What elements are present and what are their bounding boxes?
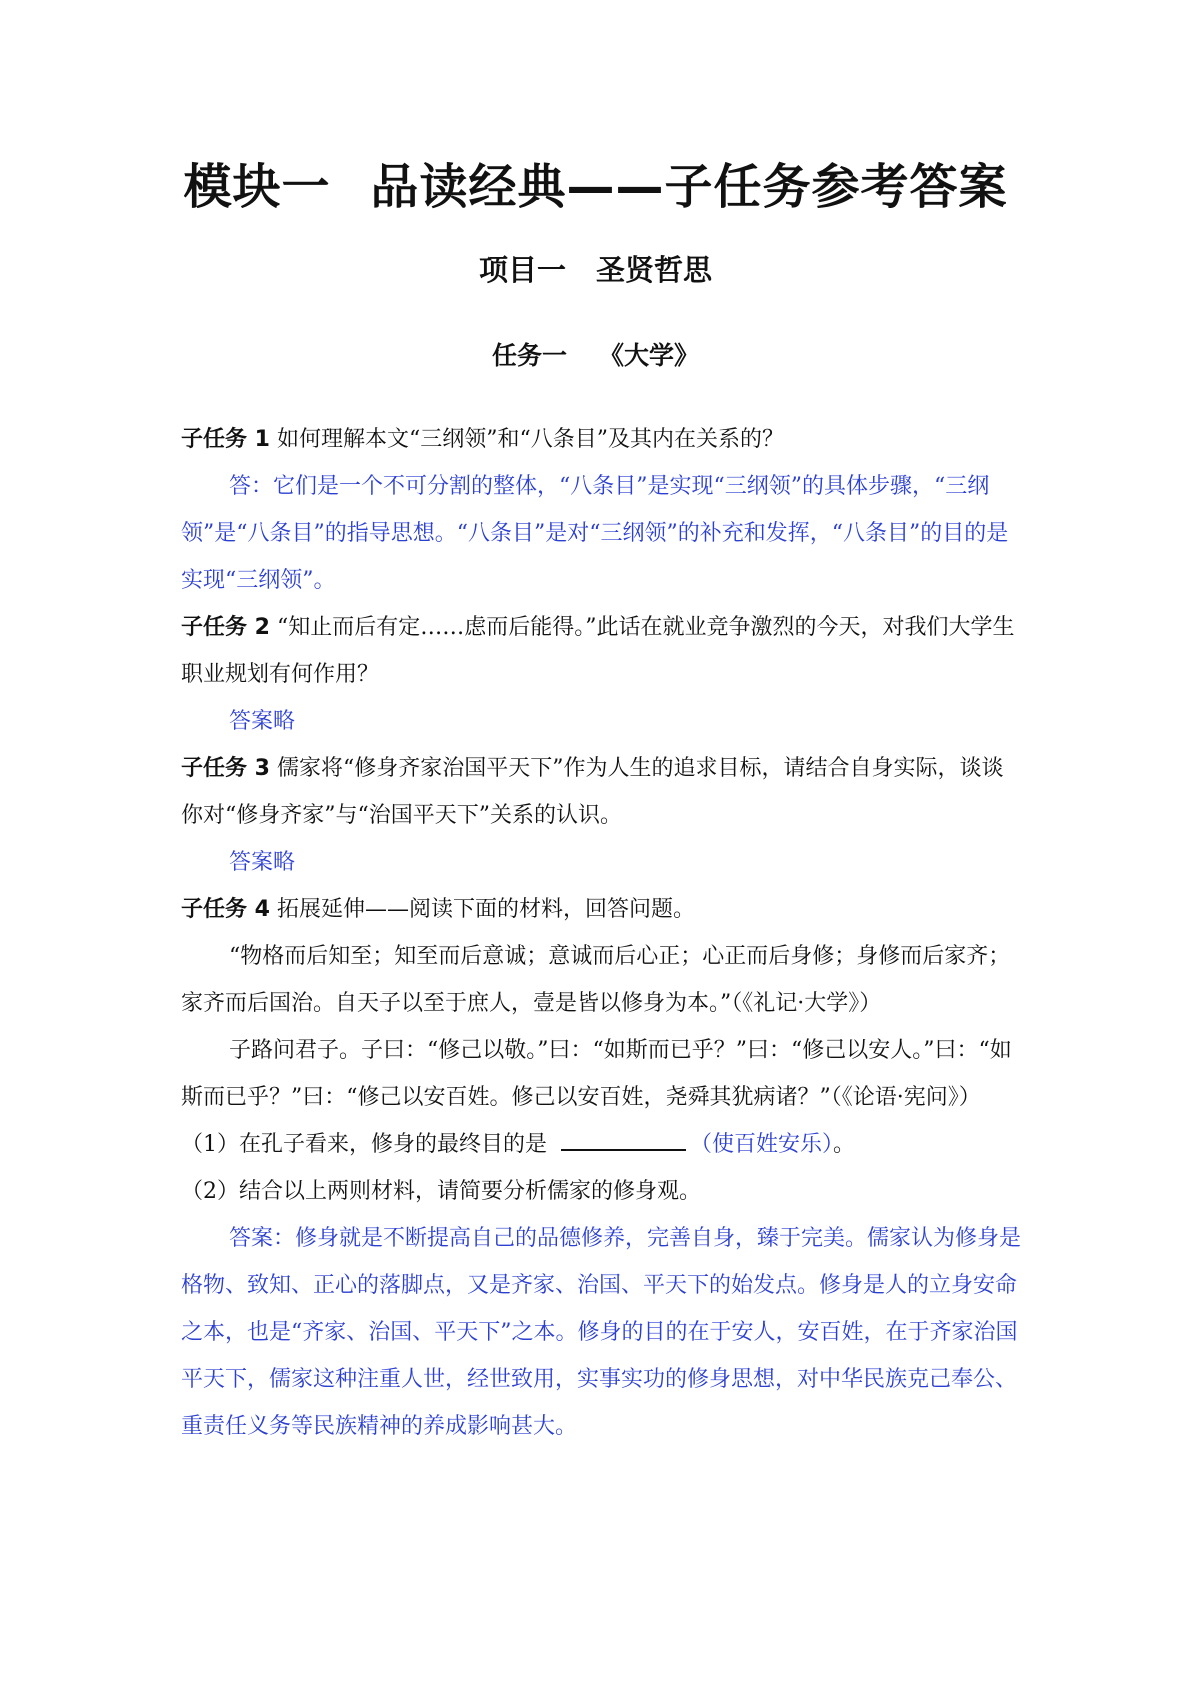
subtask-3-answer: 答案略: [229, 850, 296, 875]
subtask-4-question: [181, 886, 1023, 933]
subtask-4-answer: 答案：修身就是不断提高自己的品德修养，完善自身，臻于完美。儒家认为修身是格物、致知、正心的落脚点，又是齐家、治国、平天下的始发点。修身是人的立身安命之本，也是“齐家、治国、平天下”之本。修身的目的在于安人，安百姓，在于齐家治国平天下，儒家这种注重人世，经世致用，实事实功的修身思想，对中华民族克己奉公、重责任义务等民族精神的养成影响甚大。: [181, 1226, 1022, 1439]
subtask-4-subquestion-2: （2）结合以上两则材料，请简要分析儒家的修身观。: [181, 1179, 701, 1204]
subtask-2-answer: 答案略: [229, 709, 296, 734]
subtask-2-text: “知止而后有定……虑而后能得。”此话在就业竞争激烈的今天，对我们大学生职业规划有何作用？: [181, 615, 1015, 687]
subtask-1-text: 如何理解本文“三纲领”和“八条目”及其内在关系的？: [269, 427, 784, 452]
subtask-1-answer: 答：它们是一个不可分割的整体，“八条目”是实现“三纲领”的具体步骤，“三纲领”是“八条目”的指导思想。“八条目”是对“三纲领”的补充和发挥，“八条目”的目的是实现“三纲领”。: [181, 474, 1009, 593]
document-body: [181, 416, 1023, 1450]
task-name: 《大学》: [599, 341, 700, 370]
subtask-3-label: 子任务 3: [181, 756, 270, 781]
subtask-3-question: [181, 745, 1023, 839]
subtask-4-quote-lunyu: 子路问君子。子曰：“修己以敬。”曰：“如斯而已乎？”曰：“修己以安人。”曰：“如斯而已乎？”曰：“修己以安百姓。修己以安百姓，尧舜其犹病诸？”（《论语·宪问》）: [181, 1038, 1012, 1110]
subquestion-1-fill: （使百姓安乐）: [690, 1132, 834, 1157]
subtask-4-subquestion-1: [181, 1121, 1023, 1168]
subtask-1-label: 子任务 1: [181, 427, 270, 452]
title-main: 品读经典——子任务参考答案: [370, 159, 1008, 215]
document-title: [0, 148, 1191, 217]
section-number: 项目一: [478, 253, 566, 287]
subtask-4-label: 子任务 4: [181, 897, 270, 922]
task-number: 任务一: [491, 341, 567, 370]
subtask-4-text: 拓展延伸——阅读下面的材料，回答问题。: [269, 897, 695, 922]
subquestion-1-text: （1）在孔子看来，修身的最终目的是: [181, 1132, 547, 1157]
subtask-2-question: [181, 604, 1023, 698]
section-heading: [0, 248, 1191, 289]
subquestion-1-end: 。: [833, 1132, 856, 1157]
subtask-2-label: 子任务 2: [181, 615, 270, 640]
subtask-1-question: [181, 416, 1023, 463]
subtask-3-text: 儒家将“修身齐家治国平天下”作为人生的追求目标，请结合自身实际，谈谈你对“修身齐家”与“治国平天下”关系的认识。: [181, 756, 1004, 828]
task-heading: [0, 336, 1191, 372]
section-name: 圣贤哲思: [596, 253, 713, 287]
subtask-4-quote-liji: “物格而后知至；知至而后意诚；意诚而后心正；心正而后身修；身修而后家齐；家齐而后国治。自天子以至于庶人，壹是皆以修身为本。”（《礼记·大学》）: [181, 944, 1011, 1016]
answer-blank: [561, 1125, 686, 1151]
title-module: 模块一: [183, 159, 331, 215]
